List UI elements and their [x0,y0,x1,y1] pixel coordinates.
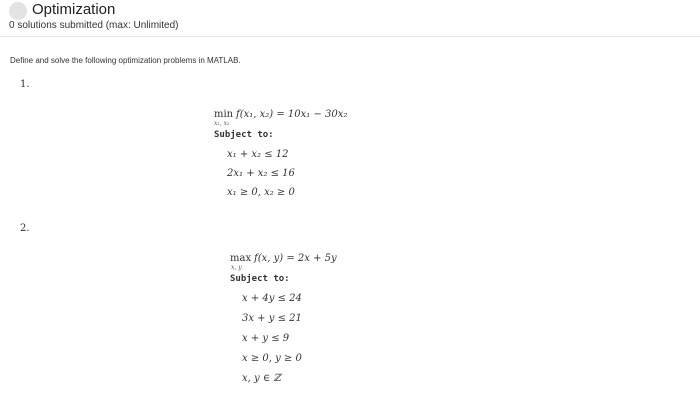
objective-function: f(x₁, x₂) = 10x₁ − 30x₂ [236,109,348,120]
constraint: 2x₁ + x₂ ≤ 16 [227,168,295,179]
subject-to-label: Subject to: [214,130,274,140]
constraint: x + 4y ≤ 24 [242,293,302,304]
subject-to-label: Subject to: [230,274,290,284]
constraint: x₁ + x₂ ≤ 12 [227,149,289,160]
decision-variables: x₁, x₂ [214,120,230,127]
constraint: 3x + y ≤ 21 [242,313,302,324]
problem-header [0,0,700,37]
problem-number: 2. [20,223,30,234]
submission-count: 0 solutions submitted (max: Unlimited) [9,20,179,31]
problem-description: Define and solve the following optimization problems in MATLAB. [10,56,241,65]
min-operator: min [214,109,234,120]
constraint: x, y ∈ ℤ [242,373,281,384]
problem-number: 1. [20,79,30,90]
page-title: Optimization [32,1,116,18]
constraint: x₁ ≥ 0, x₂ ≥ 0 [227,187,295,198]
max-operator: max [230,253,252,264]
constraint: x ≥ 0, y ≥ 0 [242,353,302,364]
decision-variables: x, y [231,264,242,271]
constraint: x + y ≤ 9 [242,333,290,344]
status-circle-icon [9,2,27,20]
objective-function: f(x, y) = 2x + 5y [254,253,337,264]
